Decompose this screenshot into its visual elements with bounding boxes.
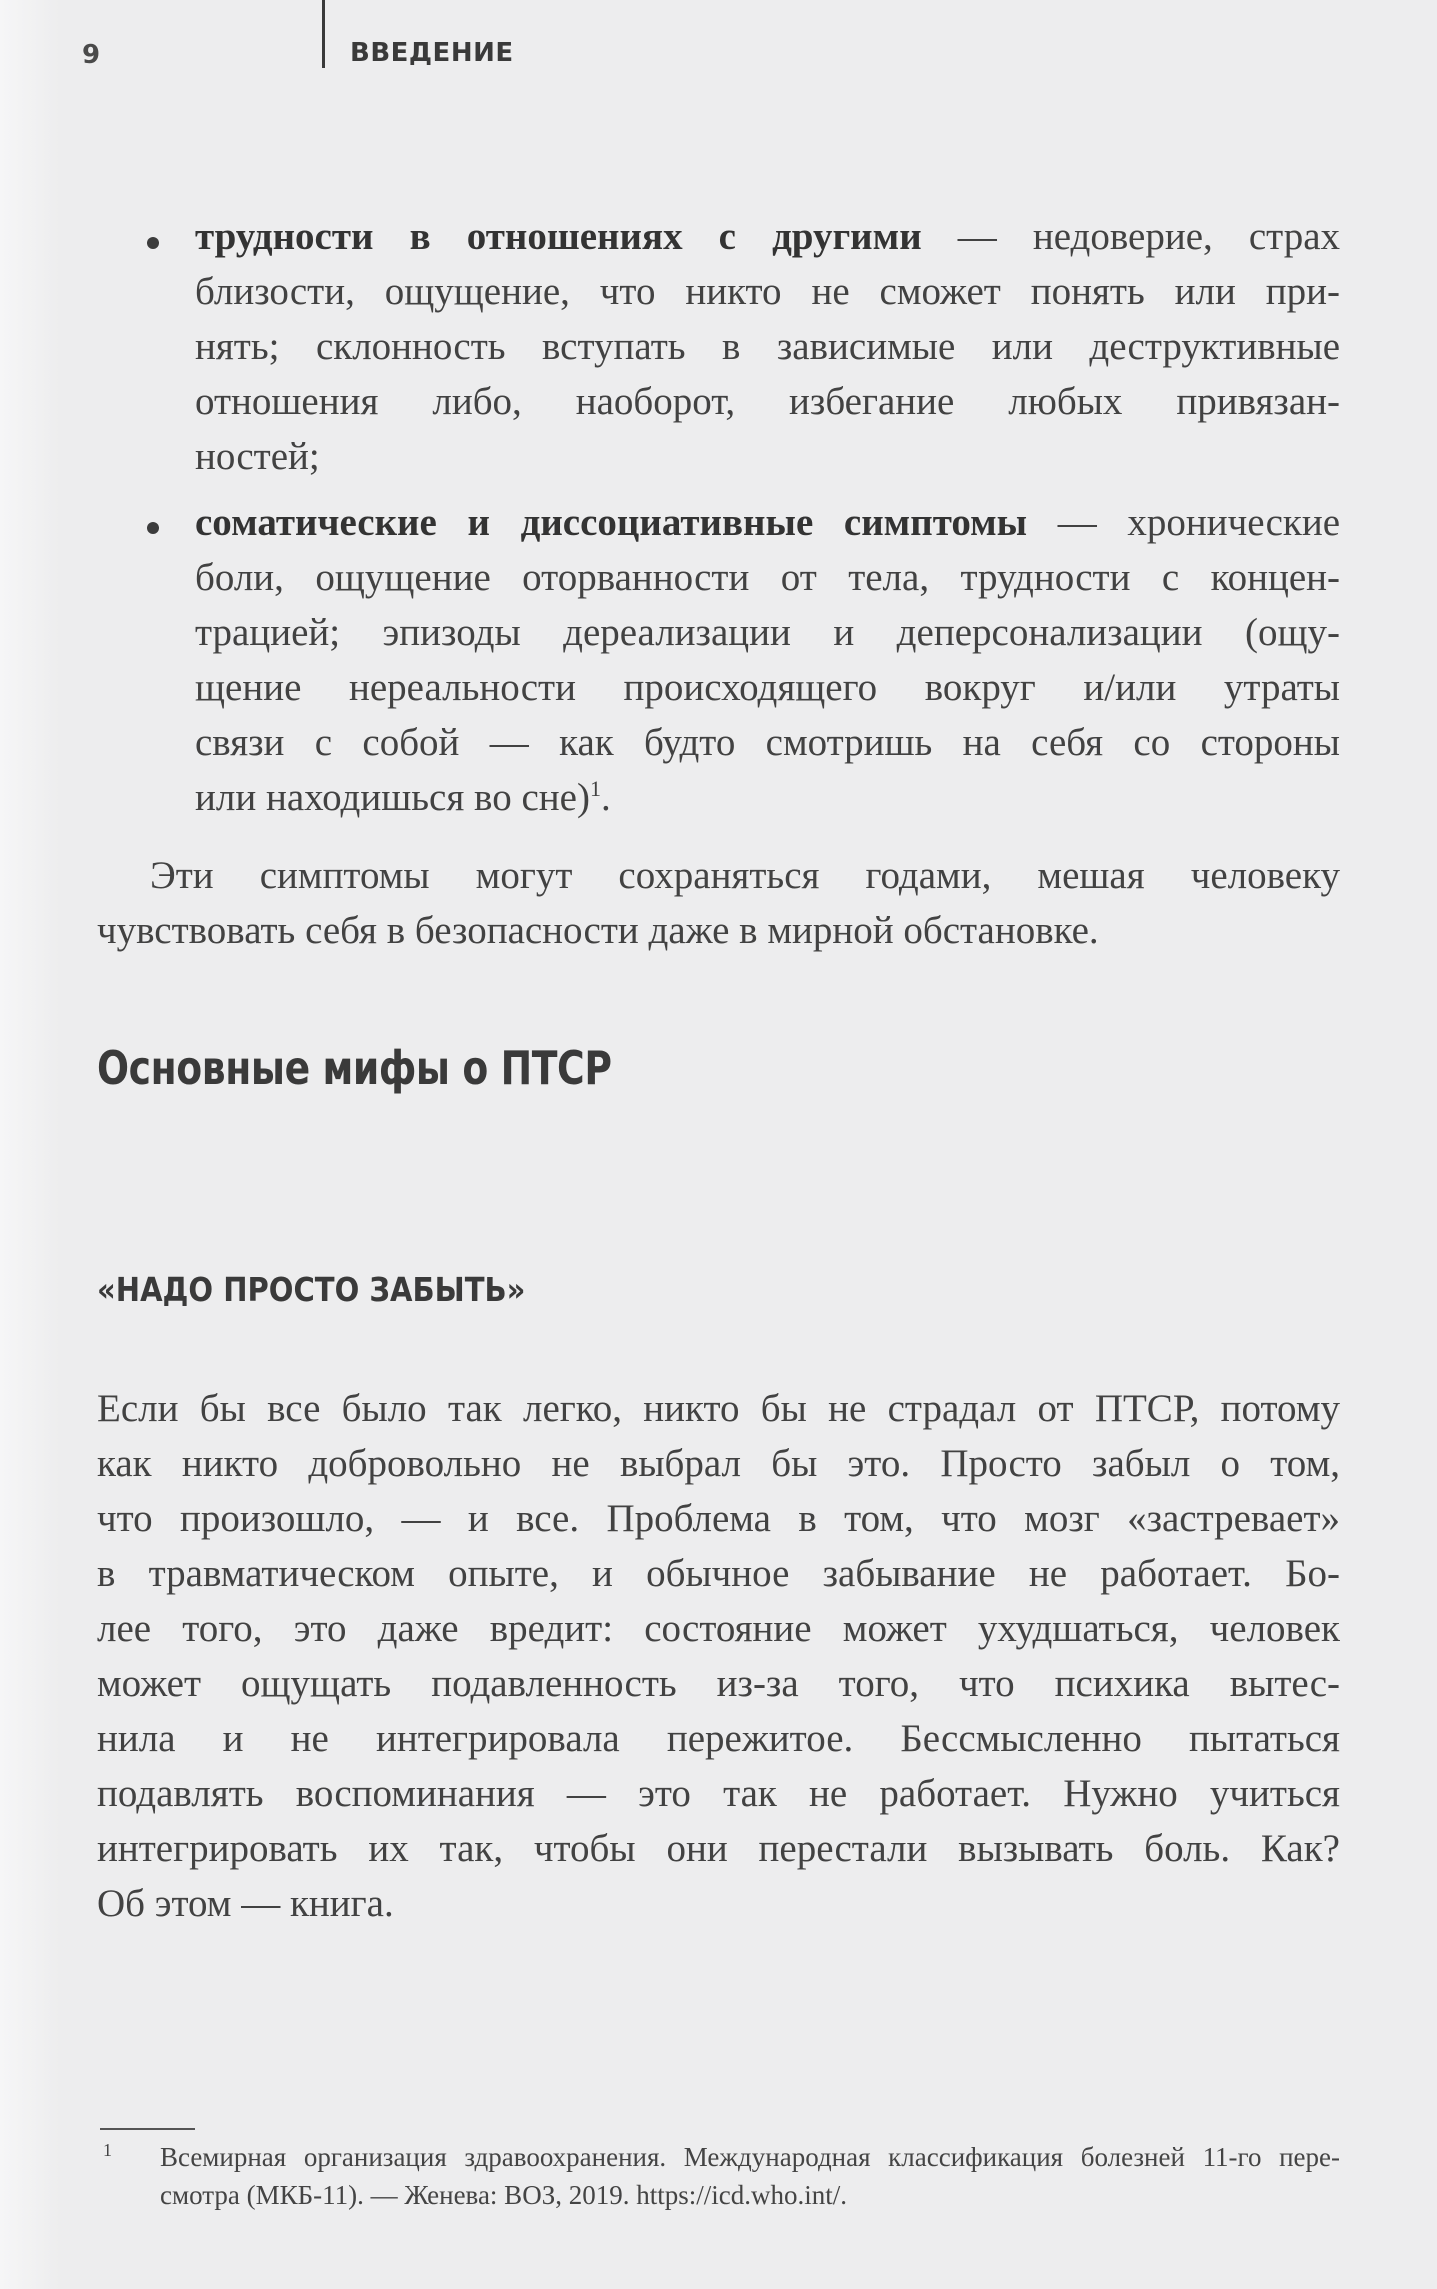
text-line: интегрировать их так, чтобы они перестали вызывать боль. Как? (97, 1827, 1340, 1870)
bullet-term: соматические и диссоциативные симптомы (195, 501, 1028, 544)
footnote-text: Всемирная организация здравоохранения. Международная классификация болезней 11-го пере- (160, 2142, 1340, 2172)
myth-title: «НАДО ПРОСТО ЗАБЫТЬ» (97, 1270, 526, 1309)
running-head-divider (322, 0, 325, 68)
text-line: отношения либо, наоборот, избегание любых привязан- (195, 380, 1340, 423)
text-line: ностей; (195, 435, 320, 478)
text-line: подавлять воспоминания — это так не работает. Нужно учиться (97, 1772, 1340, 1815)
text-line: Об этом — книга. (97, 1882, 394, 1925)
text-line: трудности в отношениях с другими — недоверие, страх (195, 215, 1340, 258)
text-line: может ощущать подавленность из-за того, что психика вытес- (97, 1662, 1340, 1705)
footnote-divider (100, 2128, 195, 2130)
running-head: ВВЕДЕНИЕ (350, 38, 514, 68)
text-line: или находишься во сне)$^1$. (195, 776, 611, 819)
page-number: 9 (82, 40, 101, 70)
footnote-text: смотра (МКБ-11). — Женева: ВОЗ, 2019. https://icd.who.int/. (160, 2180, 847, 2210)
text-line: что произошло, — и все. Проблема в том, что мозг «застревает» (97, 1497, 1340, 1540)
text-line: боли, ощущение оторванности от тела, трудности с концен- (195, 556, 1340, 599)
text-line: трацией; эпизоды дереализации и деперсонализации (ощу- (195, 611, 1340, 654)
text-line: нять; склонность вступать в зависимые или деструктивные (195, 325, 1340, 368)
section-heading: Основные мифы о ПТСР (97, 1041, 612, 1095)
bullet-icon (147, 237, 159, 249)
text-line: как никто добровольно не выбрал бы это. Просто забыл о том, (97, 1442, 1340, 1485)
text-line: нила и не интегрировала пережитое. Бессмысленно пытаться (97, 1717, 1340, 1760)
page-edge-shadow (0, 0, 60, 2289)
text-line: близости, ощущение, что никто не сможет понять или при- (195, 270, 1340, 313)
footnote-ref[interactable]: 1 (589, 776, 601, 801)
bullet-term: трудности в отношениях с другими (195, 215, 922, 258)
footnote-number: 1 (103, 2140, 112, 2160)
bullet-icon (147, 522, 159, 534)
text-line: в травматическом опыте, и обычное забывание не работает. Бо- (97, 1552, 1340, 1595)
text-line: чувствовать себя в безопасности даже в мирной обстановке. (97, 909, 1099, 952)
text-line: связи с собой — как будто смотришь на себя со стороны (195, 721, 1340, 764)
text-line: Эти симптомы могут сохраняться годами, мешая человеку (150, 854, 1340, 897)
text-line: лее того, это даже вредит: состояние может ухудшаться, человек (97, 1607, 1340, 1650)
text-line: Если бы все было так легко, никто бы не страдал от ПТСР, потому (97, 1387, 1340, 1430)
text-line: соматические и диссоциативные симптомы — хронические (195, 501, 1341, 544)
text-line: щение нереальности происходящего вокруг и/или утраты (195, 666, 1340, 709)
